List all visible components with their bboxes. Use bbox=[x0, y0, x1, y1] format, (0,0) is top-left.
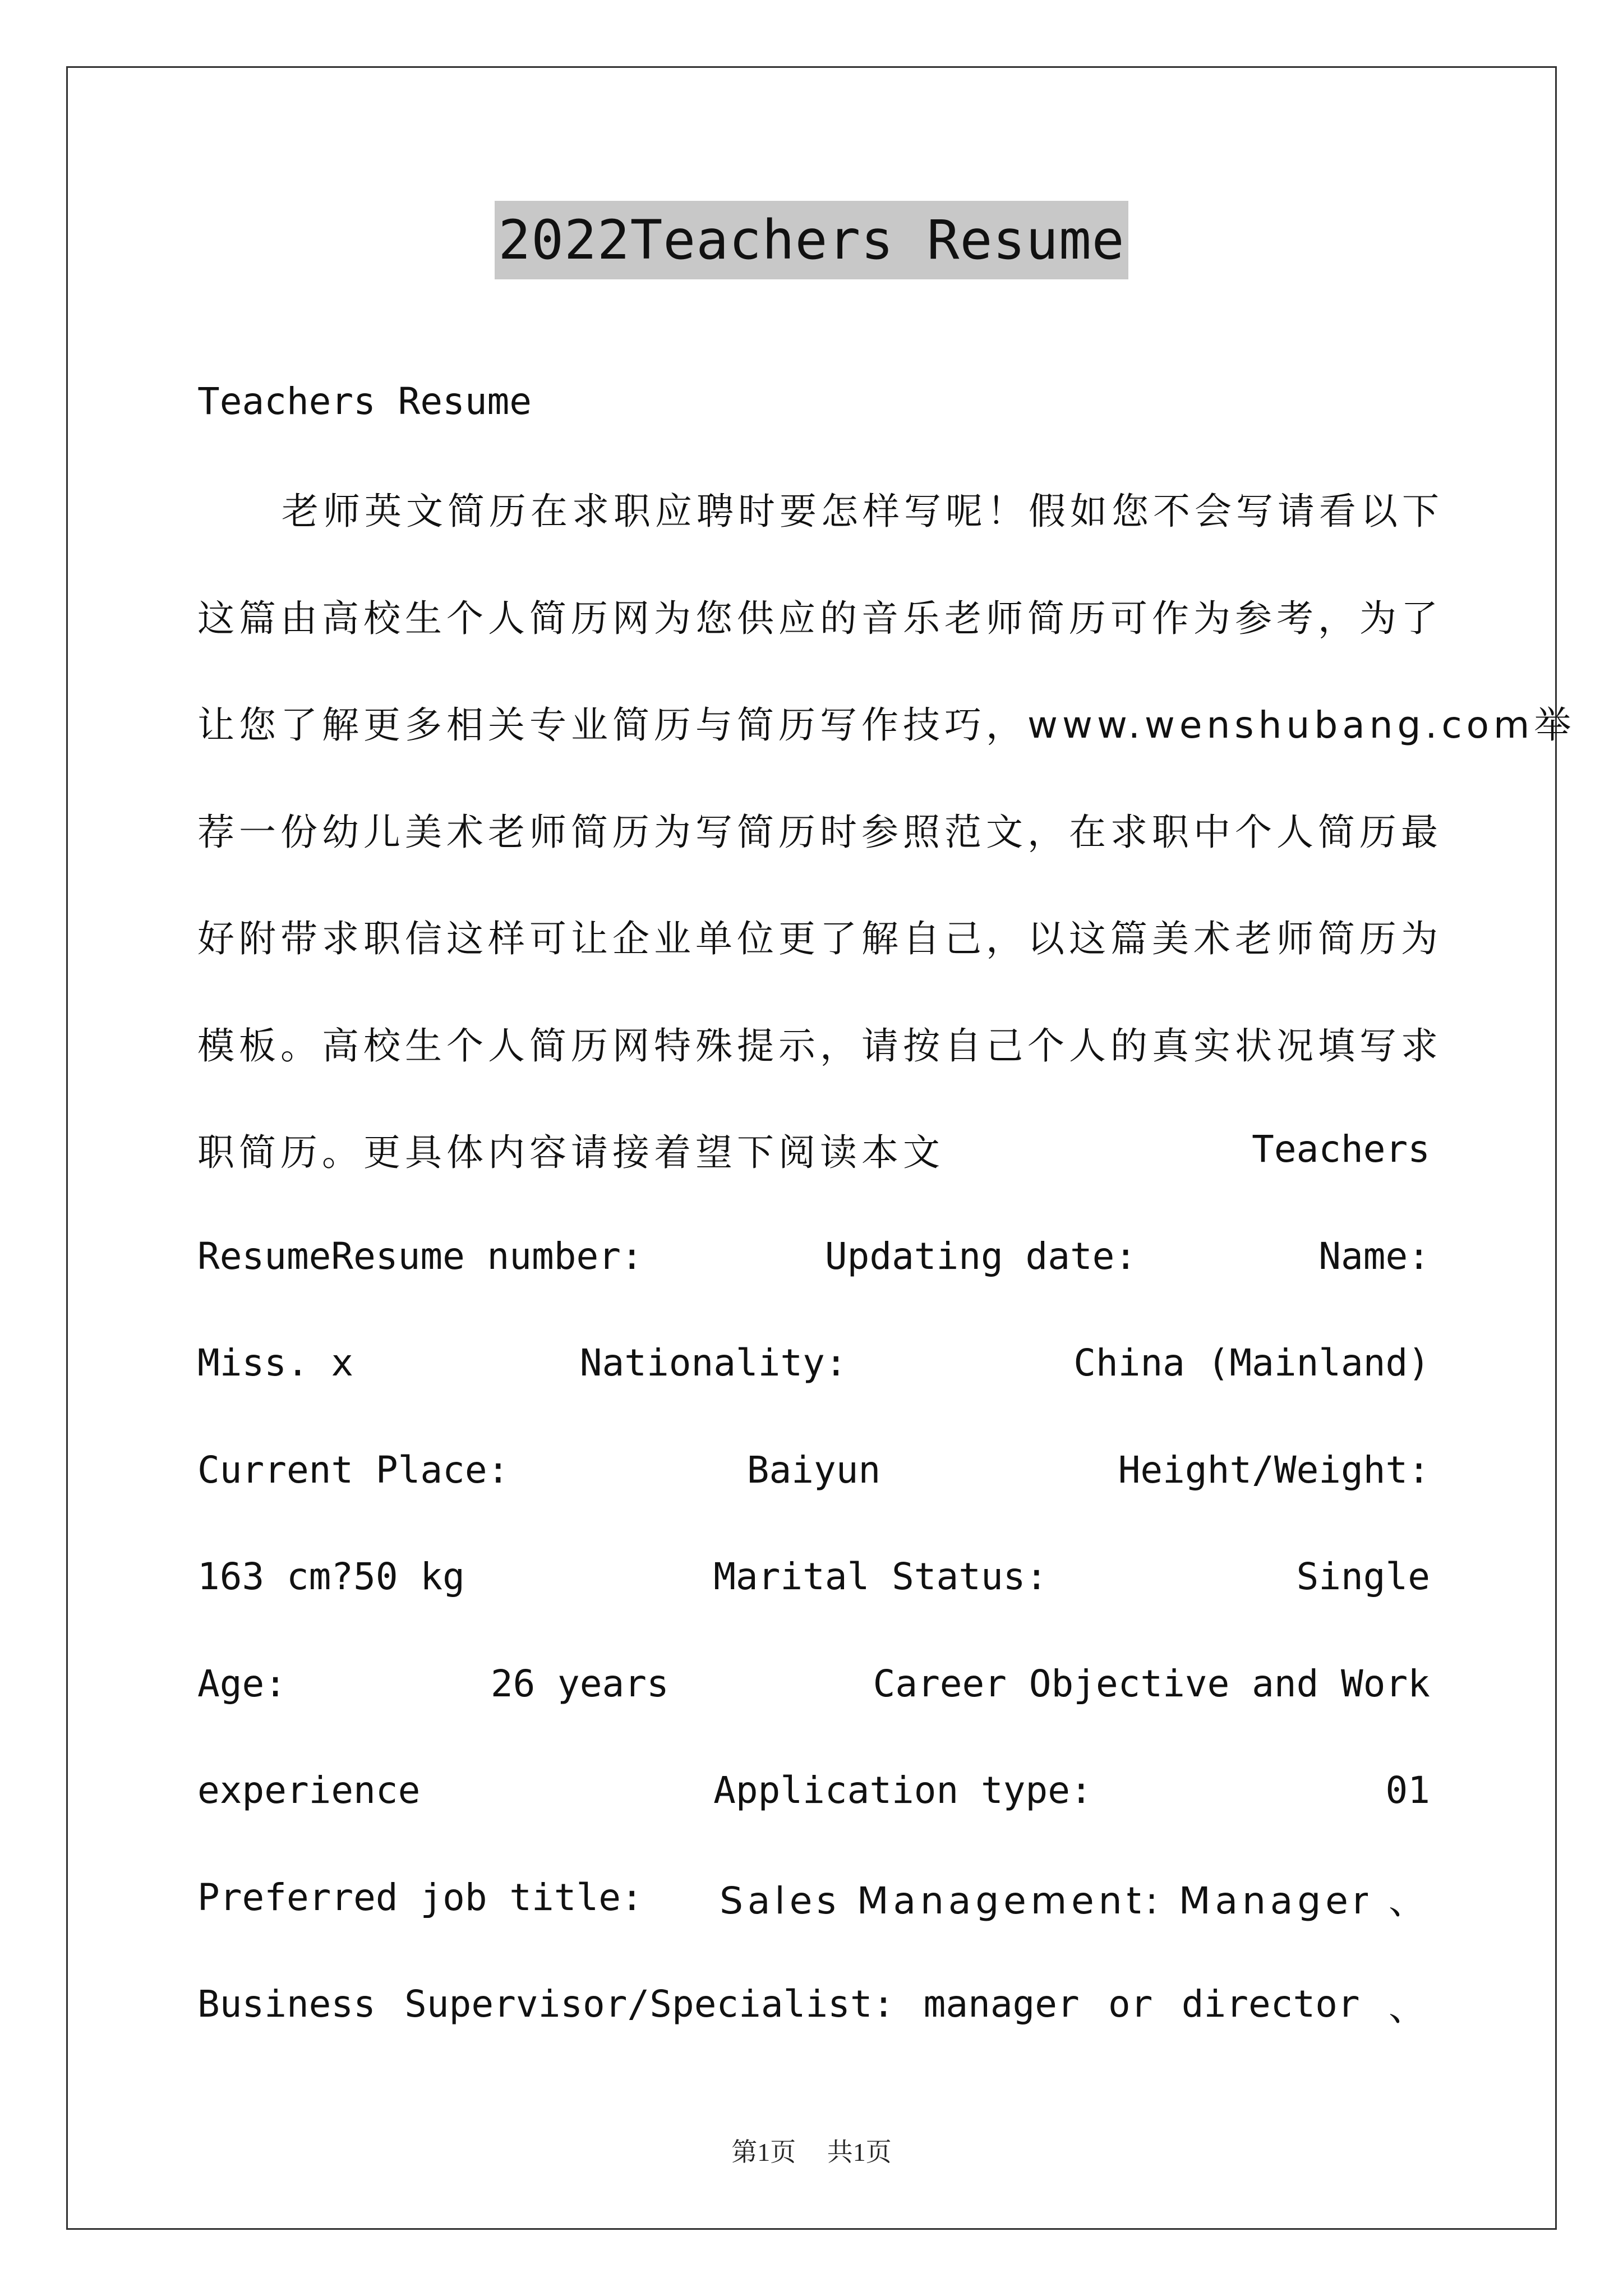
body-line bbox=[197, 1844, 1430, 1951]
line-segment: Sales Management: Manager 、 bbox=[720, 1879, 1430, 1922]
line-segment: experience bbox=[197, 1769, 421, 1812]
line-segment: 这篇由高校生个人简历网为您供应的音乐老师简历可作为参考，为了 bbox=[197, 596, 1442, 640]
line-segment: Age: bbox=[197, 1662, 287, 1705]
title-wrap bbox=[0, 201, 1623, 279]
body-line bbox=[197, 1416, 1430, 1524]
line-segment: Teachers bbox=[1252, 1128, 1430, 1171]
body-line bbox=[197, 455, 1444, 562]
line-segment: Miss. x bbox=[197, 1341, 354, 1385]
line-segment: Baiyun bbox=[746, 1448, 881, 1492]
line-segment: 163 cm?50 kg bbox=[197, 1555, 465, 1599]
line-segment: 26 years bbox=[490, 1662, 669, 1705]
line-segment: Current Place: bbox=[197, 1448, 510, 1492]
body-line bbox=[197, 1737, 1430, 1844]
document-subtitle: Teachers Resume bbox=[197, 379, 532, 423]
line-segment: 好附带求职信这样可让企业单位更了解自己，以这篇美术老师简历为 bbox=[197, 917, 1442, 961]
line-segment: Height/Weight: bbox=[1118, 1448, 1430, 1492]
line-segment: 、 bbox=[1388, 1986, 1430, 2030]
line-segment: 让您了解更多相关专业简历与简历写作技巧，www.wenshubang.com举 bbox=[197, 703, 1576, 747]
body-line bbox=[197, 562, 1442, 669]
body-line bbox=[197, 775, 1442, 882]
document-body bbox=[197, 348, 1576, 2058]
subtitle-line bbox=[197, 348, 1430, 455]
line-segment: Marital Status: bbox=[713, 1555, 1048, 1599]
line-segment: Updating date: bbox=[824, 1234, 1137, 1278]
body-lines bbox=[197, 455, 1576, 2058]
line-segment: 模板。高校生个人简历网特殊提示，请按自己个人的真实状况填写求 bbox=[197, 1024, 1442, 1068]
body-line bbox=[197, 1630, 1430, 1737]
page-number: 第1页 bbox=[731, 2138, 796, 2166]
line-segment: manager bbox=[923, 1982, 1080, 2026]
line-segment: ResumeResume number: bbox=[197, 1234, 643, 1278]
line-segment: Application type: bbox=[713, 1769, 1092, 1812]
body-line bbox=[197, 1524, 1430, 1631]
body-line bbox=[197, 1310, 1430, 1417]
line-segment: Preferred job title: bbox=[197, 1875, 643, 1919]
line-segment: Name: bbox=[1318, 1234, 1430, 1278]
body-line bbox=[197, 1951, 1430, 2058]
document-title: 2022Teachers Resume bbox=[495, 201, 1128, 279]
line-segment: Career Objective and Work bbox=[873, 1662, 1430, 1705]
body-line bbox=[197, 669, 1576, 776]
line-segment: Business bbox=[197, 1982, 376, 2026]
line-segment: 职简历。更具体内容请接着望下阅读本文 bbox=[197, 1131, 944, 1175]
body-line bbox=[197, 989, 1442, 1096]
body-line bbox=[197, 882, 1442, 990]
body-line bbox=[197, 1203, 1430, 1310]
line-segment: China (Mainland) bbox=[1073, 1341, 1430, 1385]
line-segment: Supervisor/Specialist: bbox=[404, 1982, 895, 2026]
line-segment: or bbox=[1108, 1982, 1153, 2026]
line-segment: 01 bbox=[1385, 1769, 1430, 1812]
line-segment: Single bbox=[1296, 1555, 1430, 1599]
line-segment: 老师英文简历在求职应聘时要怎样写呢！假如您不会写请看以下 bbox=[282, 490, 1444, 533]
line-segment: Nationality: bbox=[579, 1341, 847, 1385]
line-segment: director bbox=[1181, 1982, 1360, 2026]
page-total: 共1页 bbox=[827, 2138, 892, 2166]
body-line bbox=[197, 1096, 1430, 1203]
page-footer bbox=[0, 2132, 1623, 2169]
line-segment: 荐一份幼儿美术老师简历为写简历时参照范文，在求职中个人简历最 bbox=[197, 810, 1442, 854]
